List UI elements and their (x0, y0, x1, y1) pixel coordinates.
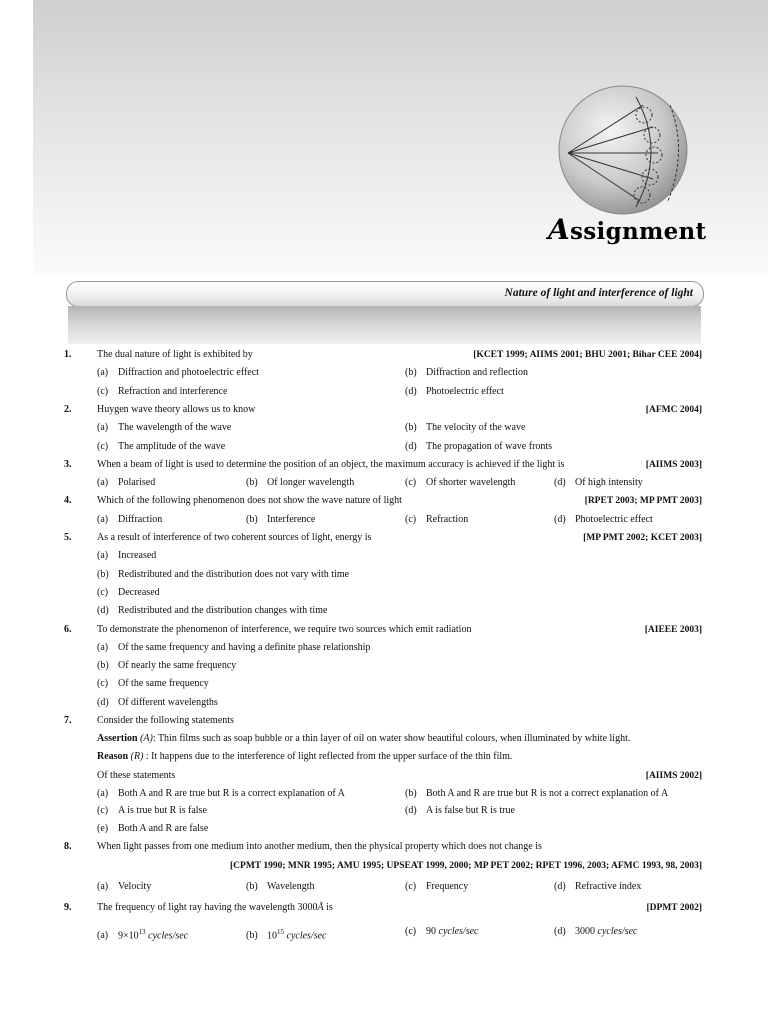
question-number: 6. (64, 624, 72, 635)
question-source: [AIIMS 2002] (645, 771, 702, 781)
question-source: [RPET 2003; MP PMT 2003] (584, 496, 702, 506)
topic-bar (66, 281, 704, 307)
question-source: [KCET 1999; AIIMS 2001; BHU 2001; Bihar CEE 2004] (473, 350, 702, 360)
option-a: (a) Diffraction and photoelectric effect (97, 367, 259, 378)
option-a: (a) $9\times 10^{13}$ cycles/sec (97, 928, 189, 942)
question-number: 8. (64, 841, 72, 852)
option-a: (a) Diffraction (97, 514, 163, 525)
topic-band (68, 306, 701, 344)
option-b: (b) Diffraction and reflection (405, 367, 528, 378)
question-source: [AIEEE 2003] (644, 625, 702, 635)
option-c: (c) Decreased (97, 587, 160, 598)
question-number: 3. (64, 459, 72, 470)
option-a: (a) Polarised (97, 477, 156, 488)
topic-title: Nature of light and interference of light (504, 287, 693, 299)
option-d: (d) Of high intensity (554, 477, 643, 488)
question-source: [CPMT 1990; MNR 1995; AMU 1995; UPSEAT 1999, 2000; MP PET 2002; RPET 1996, 2003; AFMC 1993, 98, 2003] (230, 861, 702, 871)
option-b: (b) Redistributed and the distribution does not vary with time (97, 569, 350, 580)
option-b: (b) Of nearly the same frequency (97, 660, 237, 671)
option-c: (c) The amplitude of the wave (97, 441, 226, 452)
question-number: 1. (64, 349, 72, 360)
option-c: (c) Refraction (405, 514, 469, 525)
question-source: [DPMT 2002] (646, 903, 702, 913)
option-b: (b) Interference (246, 514, 316, 525)
wavefront-emblem-icon (558, 85, 688, 215)
option-b: (b) Wavelength (246, 881, 315, 892)
question-text: When light passes from one medium into another medium, then the physical property which does not change is (97, 841, 542, 852)
option-d: (d) Redistributed and the distribution changes with time (97, 605, 328, 616)
question-stem: Of these statements (97, 770, 176, 781)
question-number: 5. (64, 532, 72, 543)
question-source: [AFMC 2004] (645, 405, 702, 415)
question-text: To demonstrate the phenomenon of interference, we require two sources which emit radiation (97, 624, 472, 635)
option-a: (a) Both A and R are true but R is a correct explanation of A (97, 788, 345, 799)
question-text: Which of the following phenomenon does not show the wave nature of light (97, 495, 402, 506)
option-c: (c) 90 cycles/sec (405, 926, 479, 937)
assignment-title: Assignment (548, 213, 707, 246)
option-c: (c) Of shorter wavelength (405, 477, 516, 488)
question-source: [MP PMT 2002; KCET 2003] (583, 533, 702, 543)
question-text: As a result of interference of two coherent sources of light, energy is (97, 532, 372, 543)
option-a: (a) The wavelength of the wave (97, 422, 232, 433)
reason-line: Reason (R) : It happens due to the interference of light reflected from the upper surface of the thin film. (97, 751, 513, 762)
option-c: (c) Frequency (405, 881, 469, 892)
assertion-line: Assertion (A): Thin films such as soap bubble or a thin layer of oil on water show beautiful colours, when illuminated by white light. (97, 733, 631, 744)
question-number: 9. (64, 902, 72, 913)
question-text: The dual nature of light is exhibited by (97, 349, 253, 360)
left-margin (0, 0, 33, 1024)
option-e: (e) Both A and R are false (97, 823, 209, 834)
question-text: Consider the following statements (97, 715, 234, 726)
option-b: (b) The velocity of the wave (405, 422, 526, 433)
option-c: (c) Of the same frequency (97, 678, 209, 689)
question-text: When a beam of light is used to determine the position of an object, the maximum accuracy is achieved if the light is (97, 459, 565, 470)
option-b: (b) Of longer wavelength (246, 477, 355, 488)
option-b: (b) Both A and R are true but R is not a correct explanation of A (405, 788, 669, 799)
option-a: (a) Velocity (97, 881, 152, 892)
question-number: 7. (64, 715, 72, 726)
option-d: (d) Refractive index (554, 881, 642, 892)
option-a: (a) Of the same frequency and having a definite phase relationship (97, 642, 371, 653)
question-number: 2. (64, 404, 72, 415)
question-source: [AIIMS 2003] (645, 460, 702, 470)
question-number: 4. (64, 495, 72, 506)
question-text: Huygen wave theory allows us to know (97, 404, 256, 415)
option-c: (c) A is true but R is false (97, 805, 207, 816)
option-d: (d) A is false but R is true (405, 805, 515, 816)
option-d: (d) The propagation of wave fronts (405, 441, 553, 452)
option-a: (a) Increased (97, 550, 157, 561)
option-d: (d) Of different wavelengths (97, 697, 218, 708)
option-d: (d) Photoelectric effect (405, 386, 504, 397)
question-text: The frequency of light ray having the wavelength 3000Å is (97, 902, 333, 913)
option-d: (d) Photoelectric effect (554, 514, 653, 525)
option-c: (c) Refraction and interference (97, 386, 228, 397)
option-d: (d) 3000 cycles/sec (554, 926, 638, 937)
option-b: (b) $10^{15}$ cycles/sec (246, 928, 327, 942)
